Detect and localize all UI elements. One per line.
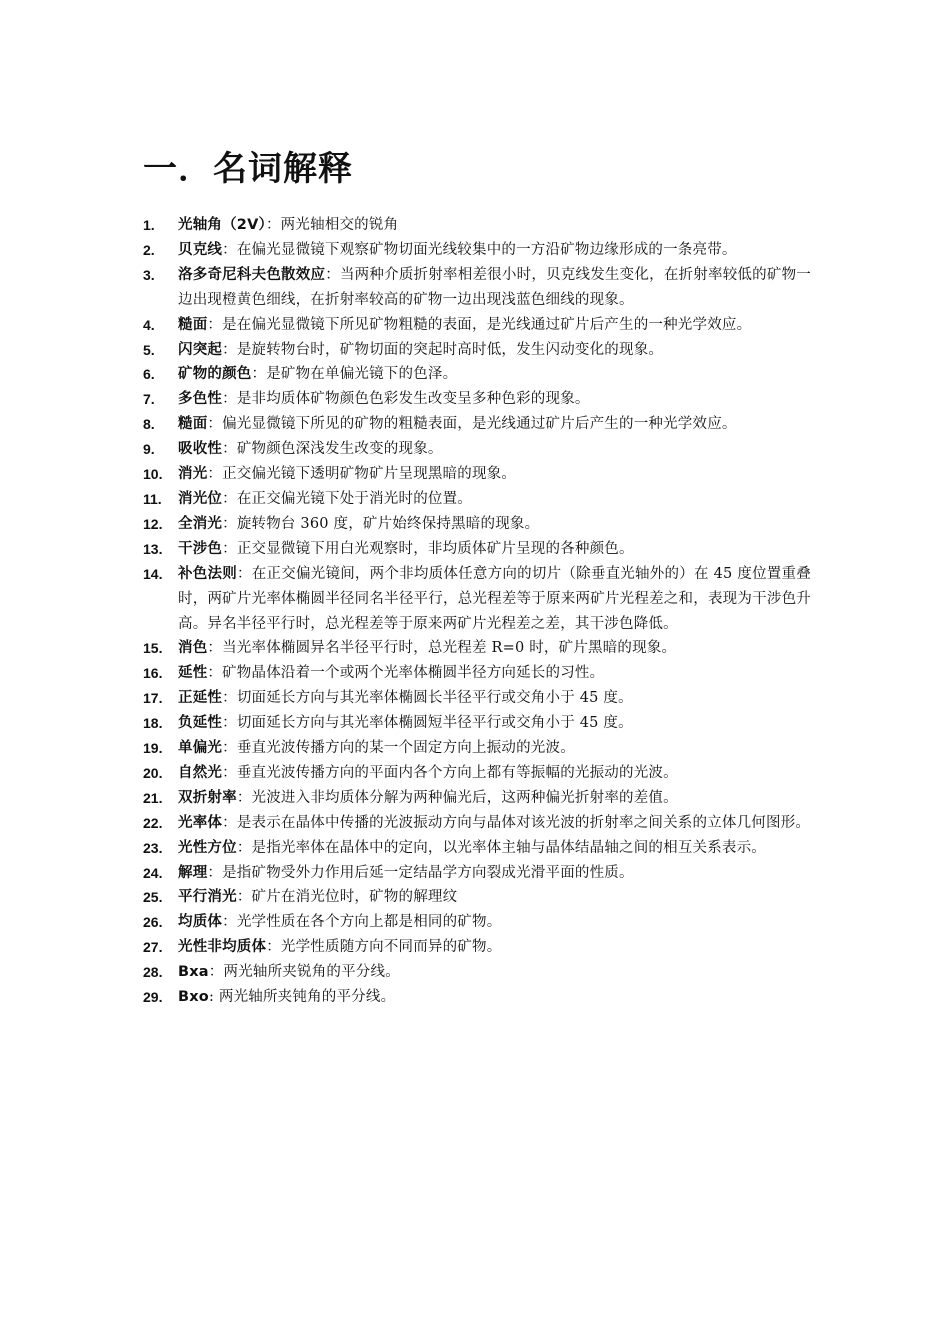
list-item <box>143 362 811 387</box>
term-definition: 两光轴相交的锐角 <box>280 217 399 233</box>
list-item <box>143 711 811 736</box>
term-separator: ： <box>236 889 252 906</box>
item-number: 16. <box>143 665 163 682</box>
term-definition: 正交偏光镜下透明矿物矿片呈现黑暗的现象。 <box>222 466 517 483</box>
item-body <box>178 661 811 686</box>
term-name: 补色法则 <box>178 565 237 582</box>
item-body <box>178 263 811 313</box>
term-definition: 垂直光波传播方向的某一个固定方向上振动的光波。 <box>236 740 575 757</box>
term-name: 平行消光 <box>178 889 237 906</box>
item-body <box>178 736 811 761</box>
item-number: 26. <box>143 914 163 931</box>
item-number: 15. <box>143 640 163 657</box>
term-definition: 光波进入非均质体分解为两种偏光后，这两种偏光折射率的差值。 <box>251 789 678 806</box>
list-item <box>143 885 811 910</box>
item-number: 11. <box>143 490 162 507</box>
item-number: 1. <box>143 217 155 233</box>
term-definition: 矿片在消光位时，矿物的解理纹 <box>251 889 458 906</box>
item-number: 19. <box>143 740 163 757</box>
term-name: 双折射率 <box>178 789 237 806</box>
term-name: 干涉色 <box>178 540 223 557</box>
term-definition: 是矿物在单偏光镜下的色泽。 <box>266 366 458 383</box>
term-definition: 切面延长方向与其光率体椭圆长半径平行或交角小于 45 度。 <box>236 690 633 707</box>
item-number: 17. <box>143 690 163 707</box>
term-separator: ： <box>251 366 267 383</box>
term-definition: 是非均质体矿物颜色色彩发生改变呈多种色彩的现象。 <box>236 391 590 408</box>
term-separator: ： <box>207 864 223 881</box>
list-item <box>143 562 811 637</box>
item-number: 4. <box>143 316 155 333</box>
item-number: 28. <box>143 964 163 981</box>
item-body <box>178 487 811 512</box>
term-definition: 光学性质在各个方向上都是相同的矿物。 <box>236 914 502 931</box>
item-body <box>178 238 811 263</box>
item-body <box>178 935 811 960</box>
term-separator: ： <box>222 341 237 358</box>
item-number: 14. <box>143 565 163 582</box>
term-definition: 两光轴所夹锐角的平分线。 <box>223 964 400 981</box>
item-number: 3. <box>143 266 155 283</box>
list-item <box>143 437 811 462</box>
list-item <box>143 985 811 1010</box>
item-body <box>178 213 811 238</box>
term-name: 光性方位 <box>178 839 237 856</box>
term-separator: : <box>208 989 219 1006</box>
term-definition: 在正交偏光镜下处于消光时的位置。 <box>236 490 473 507</box>
term-separator: ： <box>222 690 237 707</box>
item-number: 9. <box>143 441 155 458</box>
list-item <box>143 960 811 985</box>
item-body <box>178 686 811 711</box>
term-name: 闪突起 <box>178 341 223 358</box>
list-item <box>143 736 811 761</box>
term-name: 多色性 <box>178 391 223 408</box>
term-separator: ： <box>207 466 223 483</box>
term-separator: ： <box>236 565 252 582</box>
item-number: 12. <box>143 515 163 532</box>
item-number: 24. <box>143 864 163 881</box>
item-body <box>178 836 811 861</box>
term-definition: 是旋转物台时，矿物切面的突起时高时低，发生闪动变化的现象。 <box>236 341 664 358</box>
item-number: 27. <box>143 939 163 956</box>
term-name: 消光 <box>178 466 208 483</box>
term-name: 自然光 <box>178 764 223 781</box>
term-name: 矿物的颜色 <box>178 366 252 383</box>
term-name: 糙面 <box>178 416 208 433</box>
term-name: 糙面 <box>178 316 208 333</box>
list-item <box>143 387 811 412</box>
term-definition: 是表示在晶体中传播的光波振动方向与晶体对该光波的折射率之间关系的立体几何图形。 <box>236 814 811 831</box>
term-name: 单偏光 <box>178 740 223 757</box>
term-definition: 在偏光显微镜下观察矿物切面光线较集中的一方沿矿物边缘形成的一条亮带。 <box>236 241 737 258</box>
term-name: 洛多奇尼科夫色散效应 <box>178 266 326 283</box>
item-number: 2. <box>143 241 155 258</box>
list-item <box>143 338 811 363</box>
item-body <box>178 960 811 985</box>
term-name: 光轴角（2V） <box>178 217 266 233</box>
term-definition: 切面延长方向与其光率体椭圆短半径平行或交角小于 45 度。 <box>236 715 633 732</box>
term-name: Bxo <box>178 989 209 1006</box>
item-body <box>178 462 811 487</box>
term-name: 延性 <box>178 665 208 682</box>
list-item <box>143 811 811 836</box>
term-separator: ： <box>265 217 281 233</box>
term-definition: 旋转物台 360 度，矿片始终保持黑暗的现象。 <box>236 515 540 532</box>
list-item <box>143 537 811 562</box>
term-definition: 是在偏光显微镜下所见矿物粗糙的表面，是光线通过矿片后产生的一种光学效应。 <box>222 316 752 333</box>
list-item <box>143 636 811 661</box>
list-item <box>143 861 811 886</box>
item-number: 20. <box>143 764 163 781</box>
list-item <box>143 213 811 238</box>
list-item <box>143 512 811 537</box>
item-body <box>178 362 811 387</box>
item-body <box>178 313 811 338</box>
item-body <box>178 985 811 1010</box>
item-body <box>178 885 811 910</box>
glossary-list <box>143 213 811 1010</box>
item-number: 5. <box>143 341 155 358</box>
term-name: 负延性 <box>178 715 223 732</box>
term-definition: 是指矿物受外力作用后延一定结晶学方向裂成光滑平面的性质。 <box>222 864 634 881</box>
list-item <box>143 786 811 811</box>
list-item <box>143 313 811 338</box>
term-separator: ： <box>222 490 237 507</box>
term-name: 全消光 <box>178 515 223 532</box>
term-separator: ： <box>236 839 252 856</box>
section-heading: 一．名词解释 <box>143 148 353 189</box>
list-item <box>143 910 811 935</box>
item-number: 18. <box>143 715 163 732</box>
item-body <box>178 711 811 736</box>
item-body <box>178 338 811 363</box>
item-body <box>178 761 811 786</box>
term-definition: 在正交偏光镜间，两个非均质体任意方向的切片（除垂直光轴外的）在 45 度位置重叠时，两矿片光率体椭圆半径同名半径平行，总光程差等于原来两矿片光程差之和，表现为干涉色升高。异名半径平行时，总光程差等于原来两矿片光程差之差，其干涉色降低。 <box>178 565 811 632</box>
item-number: 6. <box>143 366 155 383</box>
item-body <box>178 786 811 811</box>
term-definition: 矿物晶体沿着一个或两个光率体椭圆半径方向延长的习性。 <box>222 665 605 682</box>
term-separator: ： <box>222 391 237 408</box>
term-separator: ： <box>325 266 340 283</box>
term-definition: 矿物颜色深浅发生改变的现象。 <box>236 441 443 458</box>
term-definition: 垂直光波传播方向的平面内各个方向上都有等振幅的光振动的光波。 <box>236 764 678 781</box>
item-number: 10. <box>143 466 163 483</box>
term-name: 光性非均质体 <box>178 939 267 956</box>
term-name: Bxa <box>178 964 209 981</box>
term-separator: ： <box>222 515 237 532</box>
term-separator: ： <box>222 441 237 458</box>
list-item <box>143 761 811 786</box>
term-name: 贝克线 <box>178 241 223 258</box>
term-name: 消光位 <box>178 490 223 507</box>
term-definition: 偏光显微镜下所见的矿物的粗糙表面，是光线通过矿片后产生的一种光学效应。 <box>222 416 737 433</box>
item-number: 21. <box>143 789 163 806</box>
term-separator: ： <box>222 814 237 831</box>
item-body <box>178 437 811 462</box>
term-separator: ： <box>236 789 252 806</box>
item-body <box>178 387 811 412</box>
term-separator: ： <box>222 914 237 931</box>
term-separator: ： <box>222 715 237 732</box>
item-body <box>178 636 811 661</box>
term-separator: ： <box>207 665 223 682</box>
list-item <box>143 412 811 437</box>
list-item <box>143 836 811 861</box>
item-number: 22. <box>143 814 163 831</box>
item-body <box>178 861 811 886</box>
list-item <box>143 686 811 711</box>
term-definition: 当光率体椭圆异名半径平行时，总光程差 R=0 时，矿片黑暗的现象。 <box>222 640 677 657</box>
item-body <box>178 811 811 836</box>
term-separator: ： <box>207 640 223 657</box>
term-separator: ： <box>222 241 237 258</box>
term-definition: 当两种介质折射率相差很小时，贝克线发生变化，在折射率较低的矿物一边出现橙黄色细线，在折射率较高的矿物一边出现浅蓝色细线的现象。 <box>178 266 812 308</box>
item-number: 23. <box>143 839 163 856</box>
term-separator: ： <box>207 316 223 333</box>
list-item <box>143 462 811 487</box>
list-item <box>143 263 811 313</box>
item-number: 25. <box>143 889 163 906</box>
term-definition: 是指光率体在晶体中的定向，以光率体主轴与晶体结晶轴之间的相互关系表示。 <box>251 839 767 856</box>
item-number: 13. <box>143 540 163 557</box>
item-body <box>178 537 811 562</box>
term-name: 均质体 <box>178 914 223 931</box>
list-item <box>143 238 811 263</box>
term-definition: 正交显微镜下用白光观察时，非均质体矿片呈现的各种颜色。 <box>236 540 634 557</box>
term-name: 正延性 <box>178 690 223 707</box>
list-item <box>143 487 811 512</box>
term-definition: 两光轴所夹钝角的平分线。 <box>218 989 396 1006</box>
term-definition: 光学性质随方向不同而异的矿物。 <box>280 939 502 956</box>
term-separator: ： <box>222 740 237 757</box>
term-separator: ： <box>222 764 237 781</box>
term-name: 吸收性 <box>178 441 223 458</box>
term-name: 光率体 <box>178 814 223 831</box>
term-name: 解理 <box>178 864 208 881</box>
item-number: 8. <box>143 416 155 433</box>
item-body <box>178 412 811 437</box>
item-body <box>178 910 811 935</box>
term-separator: ： <box>266 939 281 956</box>
term-separator: ： <box>222 540 237 557</box>
item-number: 29. <box>143 989 163 1006</box>
term-separator: ： <box>207 416 223 433</box>
item-body <box>178 512 811 537</box>
term-name: 消色 <box>178 640 208 657</box>
item-number: 7. <box>143 391 155 408</box>
item-body <box>178 562 811 637</box>
list-item <box>143 661 811 686</box>
term-separator: ： <box>208 964 224 981</box>
list-item <box>143 935 811 960</box>
